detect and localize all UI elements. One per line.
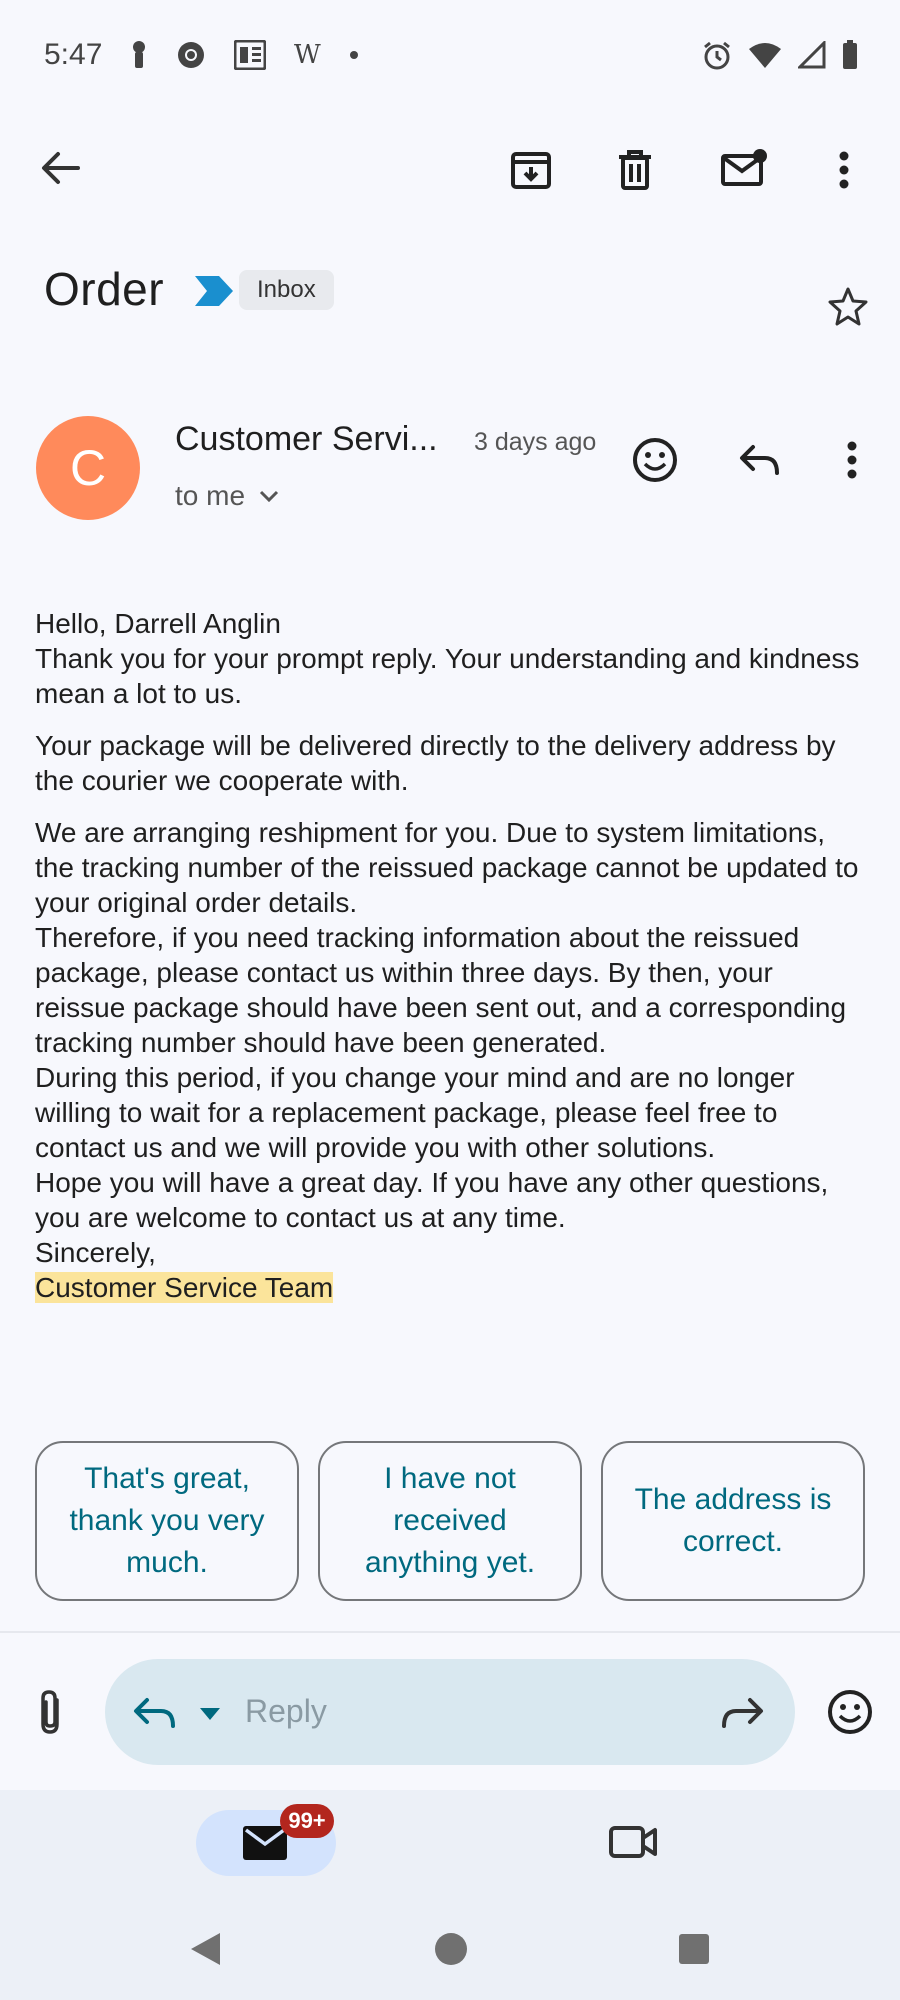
emoji-icon bbox=[827, 1689, 873, 1735]
smart-reply-1[interactable]: That's great, thank you very much. bbox=[35, 1441, 299, 1601]
archive-button[interactable] bbox=[499, 138, 563, 202]
status-time: 5:47 bbox=[44, 38, 103, 71]
square-recents-icon bbox=[678, 1933, 710, 1965]
body-paragraph: Your package will be delivered directly to the delivery address by the courier we cooperate with. bbox=[35, 730, 836, 796]
recipient-text: to me bbox=[175, 480, 246, 511]
mail-icon bbox=[242, 1825, 288, 1861]
chevron-down-icon bbox=[259, 490, 279, 502]
system-home-button[interactable] bbox=[419, 1917, 483, 1981]
inbox-label-chip[interactable]: Inbox bbox=[239, 270, 334, 310]
signature: Customer Service Team bbox=[35, 1272, 334, 1303]
back-button[interactable] bbox=[28, 136, 92, 200]
mark-unread-icon bbox=[720, 148, 768, 188]
triangle-back-icon bbox=[188, 1931, 222, 1967]
reply-input[interactable]: Reply bbox=[245, 1693, 327, 1729]
w-icon: W bbox=[294, 40, 321, 70]
smart-reply-3[interactable]: The address is correct. bbox=[601, 1441, 865, 1601]
reply-button[interactable] bbox=[728, 428, 792, 492]
delete-icon bbox=[617, 149, 653, 191]
react-emoji-button[interactable] bbox=[623, 428, 687, 492]
sender-avatar[interactable]: C bbox=[36, 416, 140, 520]
more-vert-icon bbox=[839, 151, 849, 189]
key-icon bbox=[130, 40, 148, 70]
alarm-icon bbox=[702, 40, 732, 70]
meet-tab[interactable] bbox=[601, 1810, 665, 1874]
status-icons-left bbox=[130, 40, 359, 70]
attach-button[interactable] bbox=[18, 1680, 82, 1744]
status-icons-right bbox=[702, 40, 858, 70]
message-more-button[interactable] bbox=[820, 428, 884, 492]
reply-icon bbox=[739, 443, 781, 477]
unread-badge: 99+ bbox=[280, 1804, 334, 1838]
delete-button[interactable] bbox=[603, 138, 667, 202]
emoji-button[interactable] bbox=[818, 1680, 882, 1744]
body-paragraph: Hello, Darrell Anglin Thank you for your prompt reply. Your understanding and kindness mean a lot to us. bbox=[35, 608, 860, 709]
email-body bbox=[35, 606, 865, 1305]
emoji-icon bbox=[632, 437, 678, 483]
caret-down-icon[interactable] bbox=[199, 1707, 221, 1721]
news-icon bbox=[234, 40, 266, 70]
archive-icon bbox=[510, 149, 552, 191]
divider bbox=[0, 1631, 900, 1633]
battery-icon bbox=[842, 40, 858, 70]
body-paragraph: We are arranging reshipment for you. Due to system limitations, the tracking number of the reissued package cannot be updated to your original order details. Therefore, if you need tracking information about the reissued package, please contact us within three days. By then, your reissue package should have been sent out, and a corresponding tracking number should have been generated. During this period, if you change your mind and are no longer willing to wait for a replacement package, please feel free to contact us and we will provide you with other solutions. Hope you will have a great day. If you have any other questions, you are welcome to contact us at any time. Sincerely, bbox=[35, 817, 859, 1268]
star-icon bbox=[827, 286, 869, 326]
email-subject: Order bbox=[44, 263, 165, 315]
system-recents-button[interactable] bbox=[662, 1917, 726, 1981]
reply-icon bbox=[133, 1696, 177, 1730]
chrome-icon bbox=[176, 40, 206, 70]
back-arrow-icon bbox=[40, 150, 80, 186]
forward-button[interactable] bbox=[720, 1696, 764, 1730]
attachment-icon bbox=[35, 1688, 65, 1736]
system-back-button[interactable] bbox=[173, 1917, 237, 1981]
forward-icon bbox=[720, 1696, 764, 1730]
more-vert-icon bbox=[847, 441, 857, 479]
sent-time: 3 days ago bbox=[474, 428, 597, 456]
video-camera-icon bbox=[609, 1825, 657, 1859]
smart-reply-2[interactable]: I have not received anything yet. bbox=[318, 1441, 582, 1601]
recipient-details-toggle[interactable] bbox=[175, 480, 279, 512]
star-button[interactable] bbox=[816, 274, 880, 338]
sender-name[interactable]: Customer Servi... bbox=[175, 420, 438, 458]
circle-home-icon bbox=[434, 1932, 468, 1966]
mark-unread-button[interactable] bbox=[712, 136, 776, 200]
wifi-icon bbox=[748, 41, 782, 69]
signal-icon bbox=[798, 41, 826, 69]
reply-type-button[interactable] bbox=[133, 1696, 177, 1735]
dot-icon bbox=[349, 50, 359, 60]
more-options-button[interactable] bbox=[812, 138, 876, 202]
importance-marker-icon bbox=[195, 276, 233, 306]
